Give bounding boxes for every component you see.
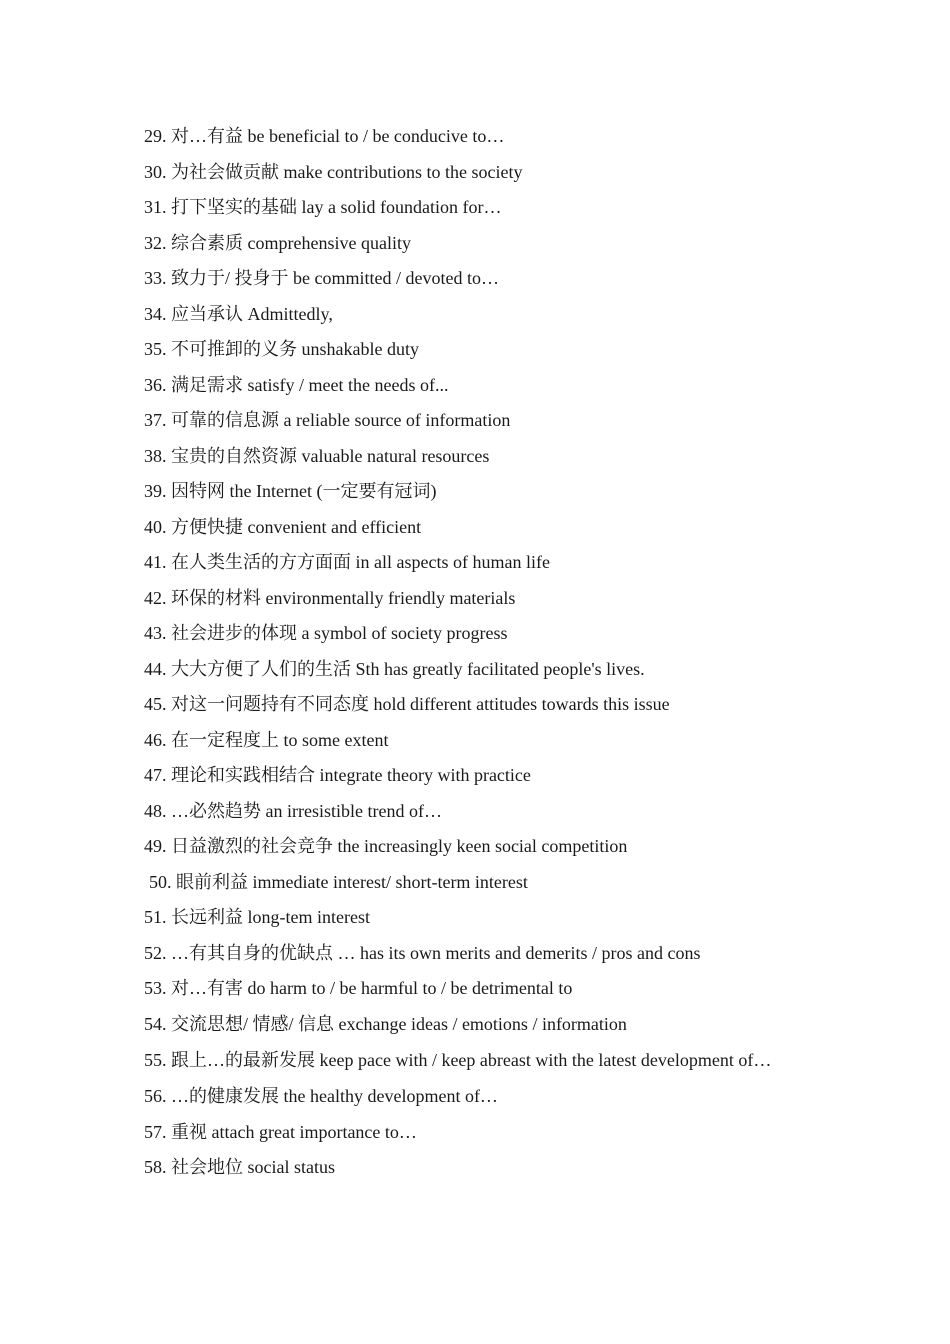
list-item: 53. 对…有害 do harm to / be harmful to / be detrimental to [144,978,573,998]
list-item: 47. 理论和实践相结合 integrate theory with practice [144,765,531,785]
list-item: 41. 在人类生活的方方面面 in all aspects of human life [144,552,550,572]
list-item: 42. 环保的材料 environmentally friendly materials [144,587,516,608]
list-item: 37. 可靠的信息源 a reliable source of information [144,410,511,430]
list-item: 39. 因特网 the Internet (一定要有冠词) [144,481,437,501]
list-item: 38. 宝贵的自然资源 valuable natural resources [144,445,490,466]
list-item: 49. 日益激烈的社会竞争 the increasingly keen social competition [144,836,628,856]
list-item: 34. 应当承认 Admittedly, [144,303,333,324]
list-item: 54. 交流思想/ 情感/ 信息 exchange ideas / emotions / information [144,1013,627,1034]
list-item: 52. …有其自身的优缺点 … has its own merits and demerits / pros and cons [144,942,701,963]
list-item: 58. 社会地位 social status [144,1157,335,1177]
list-item: 51. 长远利益 long-tem interest [144,907,370,927]
list-item: 32. 综合素质 comprehensive quality [144,232,411,253]
list-item: 35. 不可推卸的义务 unshakable duty [144,339,419,359]
list-item: 36. 满足需求 satisfy / meet the needs of... [144,374,449,395]
list-item: 50. 眼前利益 immediate interest/ short-term interest [149,871,528,892]
list-item: 44. 大大方便了人们的生活 Sth has greatly facilitated people's lives. [144,658,645,679]
list-item: 55. 跟上…的最新发展 keep pace with / keep abreast with the latest development of… [144,1050,772,1070]
phrase-list [144,119,806,1186]
list-item: 33. 致力于/ 投身于 be committed / devoted to… [144,268,499,288]
list-item: 57. 重视 attach great importance to… [144,1121,417,1142]
list-item: 43. 社会进步的体现 a symbol of society progress [144,623,508,643]
list-item: 48. …必然趋势 an irresistible trend of… [144,800,442,821]
list-item: 30. 为社会做贡献 make contributions to the society [144,161,523,182]
list-item: 40. 方便快捷 convenient and efficient [144,516,422,537]
list-item: 31. 打下坚实的基础 lay a solid foundation for… [144,197,502,217]
list-item: 45. 对这一问题持有不同态度 hold different attitudes towards this issue [144,694,670,714]
list-item: 56. …的健康发展 the healthy development of… [144,1086,498,1106]
list-item: 46. 在一定程度上 to some extent [144,729,389,750]
list-item: 29. 对…有益 be beneficial to / be conducive to… [144,126,505,146]
